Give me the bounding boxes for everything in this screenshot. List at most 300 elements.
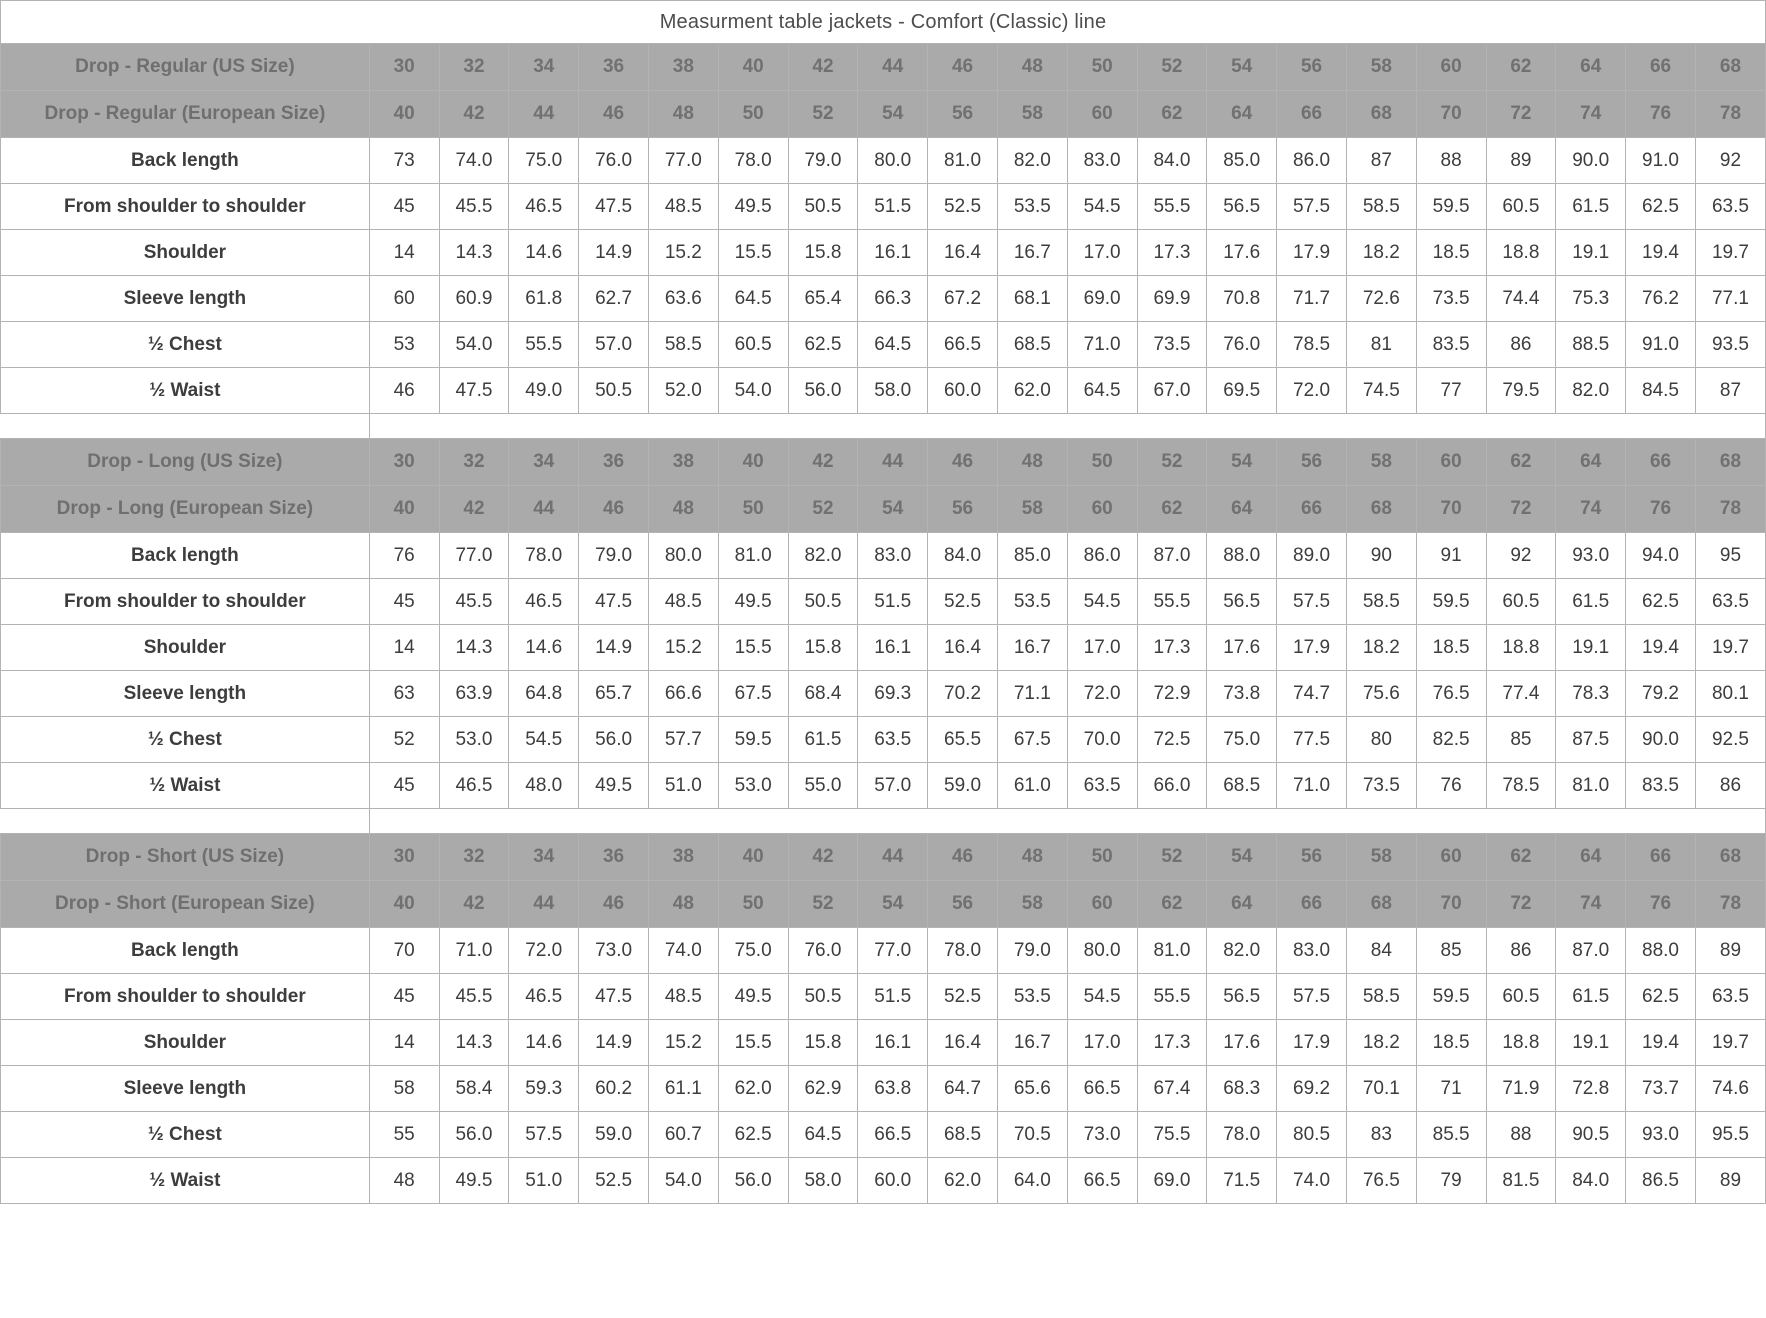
measurement-value: 83.5	[1416, 322, 1486, 368]
measurement-value: 73.7	[1626, 1066, 1696, 1112]
measurement-value: 81	[1346, 322, 1416, 368]
size-us-52: 52	[1137, 439, 1207, 486]
measurement-value: 92.5	[1695, 717, 1765, 763]
header-row-eu-2	[1, 881, 1766, 928]
size-eu-66: 66	[1277, 91, 1347, 138]
measurement-value: 67.4	[1137, 1066, 1207, 1112]
measurement-value: 17.0	[1067, 1020, 1137, 1066]
header-row-eu-1	[1, 486, 1766, 533]
measurement-value: 64.5	[1067, 368, 1137, 414]
measurement-value: 46	[369, 368, 439, 414]
size-us-54: 54	[1207, 834, 1277, 881]
measurement-value: 60	[369, 276, 439, 322]
size-us-44: 44	[858, 439, 928, 486]
measurement-value: 60.0	[858, 1158, 928, 1204]
measurement-value: 19.7	[1695, 625, 1765, 671]
measurement-value: 75.0	[1207, 717, 1277, 763]
measurement-value: 82.0	[1207, 928, 1277, 974]
measurement-value: 18.2	[1346, 1020, 1416, 1066]
measurement-value: 53.0	[718, 763, 788, 809]
measurement-value: 54.0	[439, 322, 509, 368]
size-us-68: 68	[1695, 834, 1765, 881]
measurement-value: 17.3	[1137, 230, 1207, 276]
drop-label-eu: Drop - Long (European Size)	[1, 486, 370, 533]
measurement-value: 58.5	[1346, 184, 1416, 230]
measurement-value: 87.5	[1556, 717, 1626, 763]
measurement-value: 72.0	[1067, 671, 1137, 717]
measurement-value: 60.5	[1486, 184, 1556, 230]
size-us-64: 64	[1556, 44, 1626, 91]
measurement-value: 60.7	[648, 1112, 718, 1158]
measurement-value: 18.8	[1486, 230, 1556, 276]
size-eu-40: 40	[369, 91, 439, 138]
table-row	[1, 763, 1766, 809]
measurement-value: 78.0	[718, 138, 788, 184]
size-us-58: 58	[1346, 439, 1416, 486]
measurement-value: 74.6	[1695, 1066, 1765, 1112]
measurement-value: 92	[1695, 138, 1765, 184]
measurement-value: 73	[369, 138, 439, 184]
measurement-value: 59.5	[1416, 579, 1486, 625]
measurement-value: 61.8	[509, 276, 579, 322]
measurement-value: 79.0	[579, 533, 649, 579]
size-us-38: 38	[648, 439, 718, 486]
measurement-value: 48.5	[648, 974, 718, 1020]
measurement-value: 66.5	[1067, 1158, 1137, 1204]
size-eu-42: 42	[439, 486, 509, 533]
measurement-value: 19.1	[1556, 625, 1626, 671]
measurement-value: 57.7	[648, 717, 718, 763]
measurement-value: 80.0	[1067, 928, 1137, 974]
size-eu-72: 72	[1486, 881, 1556, 928]
drop-label-eu: Drop - Regular (European Size)	[1, 91, 370, 138]
measurement-value: 55.0	[788, 763, 858, 809]
measurement-value: 18.2	[1346, 625, 1416, 671]
table-row	[1, 671, 1766, 717]
size-us-50: 50	[1067, 44, 1137, 91]
measurement-value: 94.0	[1626, 533, 1696, 579]
measurement-value: 19.7	[1695, 1020, 1765, 1066]
measurement-value: 71.1	[997, 671, 1067, 717]
measurement-value: 88	[1486, 1112, 1556, 1158]
measurement-value: 67.0	[1137, 368, 1207, 414]
measurement-value: 58.0	[858, 368, 928, 414]
table-row	[1, 368, 1766, 414]
size-eu-68: 68	[1346, 881, 1416, 928]
size-eu-56: 56	[928, 91, 998, 138]
measurement-value: 16.1	[858, 625, 928, 671]
measurement-value: 85.5	[1416, 1112, 1486, 1158]
measurement-value: 73.0	[1067, 1112, 1137, 1158]
measurement-value: 61.0	[997, 763, 1067, 809]
measurement-value: 17.0	[1067, 230, 1137, 276]
size-eu-60: 60	[1067, 486, 1137, 533]
measurement-value: 62.5	[718, 1112, 788, 1158]
measurement-value: 16.4	[928, 230, 998, 276]
measurement-value: 61.5	[788, 717, 858, 763]
size-eu-62: 62	[1137, 91, 1207, 138]
measurement-value: 19.4	[1626, 1020, 1696, 1066]
measurement-value: 63.9	[439, 671, 509, 717]
measurement-value: 17.3	[1137, 625, 1207, 671]
measurement-value: 54.5	[509, 717, 579, 763]
measurement-value: 79.0	[788, 138, 858, 184]
size-us-32: 32	[439, 44, 509, 91]
measurement-value: 54.5	[1067, 579, 1137, 625]
measurement-value: 64.8	[509, 671, 579, 717]
measurement-value: 70.1	[1346, 1066, 1416, 1112]
size-us-66: 66	[1626, 834, 1696, 881]
measurement-value: 15.2	[648, 625, 718, 671]
measurement-label: ½ Chest	[1, 717, 370, 763]
measurement-value: 48	[369, 1158, 439, 1204]
table-row	[1, 138, 1766, 184]
measurement-value: 83	[1346, 1112, 1416, 1158]
measurement-value: 49.5	[579, 763, 649, 809]
measurement-value: 84.5	[1626, 368, 1696, 414]
measurement-value: 86	[1695, 763, 1765, 809]
size-eu-48: 48	[648, 486, 718, 533]
measurement-value: 45.5	[439, 974, 509, 1020]
size-us-48: 48	[997, 44, 1067, 91]
measurement-value: 62.7	[579, 276, 649, 322]
measurement-value: 77.0	[439, 533, 509, 579]
measurement-label: ½ Chest	[1, 322, 370, 368]
measurement-value: 61.5	[1556, 579, 1626, 625]
measurement-value: 71.0	[439, 928, 509, 974]
measurement-value: 92	[1486, 533, 1556, 579]
size-eu-64: 64	[1207, 881, 1277, 928]
size-eu-44: 44	[509, 486, 579, 533]
measurement-value: 53.5	[997, 184, 1067, 230]
size-eu-60: 60	[1067, 881, 1137, 928]
size-us-62: 62	[1486, 439, 1556, 486]
size-eu-54: 54	[858, 881, 928, 928]
table-row	[1, 1112, 1766, 1158]
measurement-value: 68.5	[997, 322, 1067, 368]
measurement-value: 56.5	[1207, 974, 1277, 1020]
measurement-label: Back length	[1, 138, 370, 184]
measurement-value: 74.0	[1277, 1158, 1347, 1204]
measurement-value: 82.0	[788, 533, 858, 579]
measurement-value: 68.3	[1207, 1066, 1277, 1112]
size-eu-68: 68	[1346, 486, 1416, 533]
size-us-68: 68	[1695, 439, 1765, 486]
measurement-value: 62.5	[1626, 579, 1696, 625]
size-eu-66: 66	[1277, 881, 1347, 928]
measurement-value: 76.5	[1346, 1158, 1416, 1204]
size-us-54: 54	[1207, 44, 1277, 91]
size-us-34: 34	[509, 439, 579, 486]
size-eu-40: 40	[369, 486, 439, 533]
measurement-value: 80.0	[648, 533, 718, 579]
size-us-36: 36	[579, 44, 649, 91]
measurement-value: 79.5	[1486, 368, 1556, 414]
measurement-value: 69.0	[1137, 1158, 1207, 1204]
measurement-value: 45	[369, 579, 439, 625]
measurement-value: 57.0	[858, 763, 928, 809]
measurement-value: 14	[369, 230, 439, 276]
measurement-value: 16.4	[928, 1020, 998, 1066]
measurement-value: 18.5	[1416, 625, 1486, 671]
measurement-value: 86.5	[1626, 1158, 1696, 1204]
measurement-value: 66.5	[928, 322, 998, 368]
measurement-label: Sleeve length	[1, 671, 370, 717]
size-us-50: 50	[1067, 834, 1137, 881]
measurement-value: 88	[1416, 138, 1486, 184]
size-eu-56: 56	[928, 486, 998, 533]
size-us-54: 54	[1207, 439, 1277, 486]
size-eu-72: 72	[1486, 91, 1556, 138]
measurement-value: 85.0	[997, 533, 1067, 579]
measurement-label: Back length	[1, 533, 370, 579]
measurement-value: 88.0	[1207, 533, 1277, 579]
size-eu-76: 76	[1626, 486, 1696, 533]
measurement-value: 15.8	[788, 1020, 858, 1066]
measurement-value: 62.0	[928, 1158, 998, 1204]
size-eu-74: 74	[1556, 486, 1626, 533]
measurement-value: 16.1	[858, 230, 928, 276]
measurement-value: 63.5	[1695, 579, 1765, 625]
measurement-value: 68.4	[788, 671, 858, 717]
size-us-38: 38	[648, 44, 718, 91]
measurement-value: 89	[1486, 138, 1556, 184]
spacer-cell	[1, 414, 370, 439]
size-eu-58: 58	[997, 91, 1067, 138]
size-us-48: 48	[997, 439, 1067, 486]
measurement-value: 60.5	[718, 322, 788, 368]
size-eu-50: 50	[718, 91, 788, 138]
drop-label-us: Drop - Short (US Size)	[1, 834, 370, 881]
measurement-value: 69.2	[1277, 1066, 1347, 1112]
size-eu-40: 40	[369, 881, 439, 928]
measurement-value: 57.5	[1277, 974, 1347, 1020]
measurement-value: 14.9	[579, 625, 649, 671]
measurement-value: 61.5	[1556, 184, 1626, 230]
size-us-60: 60	[1416, 834, 1486, 881]
measurement-value: 91.0	[1626, 322, 1696, 368]
size-us-38: 38	[648, 834, 718, 881]
measurement-value: 63.5	[1067, 763, 1137, 809]
size-eu-66: 66	[1277, 486, 1347, 533]
measurement-value: 55.5	[1137, 974, 1207, 1020]
measurement-label: From shoulder to shoulder	[1, 974, 370, 1020]
measurement-value: 48.5	[648, 579, 718, 625]
measurement-value: 75.0	[718, 928, 788, 974]
measurement-value: 76.0	[788, 928, 858, 974]
measurement-value: 62.5	[788, 322, 858, 368]
header-row-us-2	[1, 834, 1766, 881]
size-us-30: 30	[369, 834, 439, 881]
measurement-value: 18.5	[1416, 1020, 1486, 1066]
measurement-value: 67.2	[928, 276, 998, 322]
size-us-44: 44	[858, 44, 928, 91]
measurement-value: 51.5	[858, 184, 928, 230]
measurement-value: 15.5	[718, 1020, 788, 1066]
measurement-value: 19.1	[1556, 230, 1626, 276]
measurement-value: 18.8	[1486, 1020, 1556, 1066]
size-eu-46: 46	[579, 486, 649, 533]
measurement-value: 60.9	[439, 276, 509, 322]
measurement-value: 80.1	[1695, 671, 1765, 717]
measurement-value: 17.9	[1277, 230, 1347, 276]
size-eu-78: 78	[1695, 486, 1765, 533]
measurement-value: 74.0	[439, 138, 509, 184]
measurement-value: 81.5	[1486, 1158, 1556, 1204]
measurement-value: 59.3	[509, 1066, 579, 1112]
measurement-value: 90.0	[1556, 138, 1626, 184]
size-eu-46: 46	[579, 91, 649, 138]
measurement-value: 71	[1416, 1066, 1486, 1112]
measurement-value: 52.5	[928, 974, 998, 1020]
measurement-value: 45	[369, 184, 439, 230]
measurement-value: 85	[1486, 717, 1556, 763]
table-row	[1, 1020, 1766, 1066]
measurement-value: 66.5	[1067, 1066, 1137, 1112]
measurement-value: 67.5	[718, 671, 788, 717]
table-row	[1, 579, 1766, 625]
measurement-value: 72.9	[1137, 671, 1207, 717]
measurement-label: ½ Waist	[1, 763, 370, 809]
measurement-value: 64.5	[718, 276, 788, 322]
header-row-eu-0	[1, 91, 1766, 138]
measurement-value: 70.2	[928, 671, 998, 717]
measurement-value: 17.6	[1207, 1020, 1277, 1066]
measurement-value: 57.5	[509, 1112, 579, 1158]
measurement-value: 81.0	[928, 138, 998, 184]
measurement-value: 68.5	[928, 1112, 998, 1158]
measurement-value: 69.0	[1067, 276, 1137, 322]
measurement-value: 58.5	[1346, 974, 1416, 1020]
size-eu-70: 70	[1416, 91, 1486, 138]
measurement-value: 19.4	[1626, 230, 1696, 276]
table-row	[1, 276, 1766, 322]
measurement-value: 81.0	[718, 533, 788, 579]
measurement-value: 78.0	[928, 928, 998, 974]
size-us-46: 46	[928, 834, 998, 881]
table-row	[1, 625, 1766, 671]
size-eu-74: 74	[1556, 881, 1626, 928]
measurement-value: 66.5	[858, 1112, 928, 1158]
measurement-value: 47.5	[579, 974, 649, 1020]
measurement-value: 60.0	[928, 368, 998, 414]
measurement-value: 80	[1346, 717, 1416, 763]
measurement-value: 84	[1346, 928, 1416, 974]
size-eu-52: 52	[788, 91, 858, 138]
measurement-value: 14.3	[439, 625, 509, 671]
measurement-value: 56.5	[1207, 579, 1277, 625]
measurement-value: 62.5	[1626, 974, 1696, 1020]
measurement-value: 75.5	[1137, 1112, 1207, 1158]
size-us-36: 36	[579, 834, 649, 881]
measurement-value: 85	[1416, 928, 1486, 974]
measurement-value: 93.5	[1695, 322, 1765, 368]
size-us-40: 40	[718, 439, 788, 486]
measurement-value: 15.5	[718, 230, 788, 276]
size-us-44: 44	[858, 834, 928, 881]
measurement-value: 91	[1416, 533, 1486, 579]
measurement-value: 59.5	[1416, 974, 1486, 1020]
size-eu-48: 48	[648, 91, 718, 138]
measurement-value: 46.5	[509, 579, 579, 625]
table-row	[1, 1158, 1766, 1204]
measurement-value: 17.6	[1207, 230, 1277, 276]
measurement-value: 51.5	[858, 579, 928, 625]
measurement-value: 57.5	[1277, 184, 1347, 230]
measurement-value: 86.0	[1277, 138, 1347, 184]
size-eu-62: 62	[1137, 486, 1207, 533]
measurement-value: 56.0	[579, 717, 649, 763]
measurement-value: 16.1	[858, 1020, 928, 1066]
measurement-value: 17.9	[1277, 625, 1347, 671]
measurement-value: 76	[369, 533, 439, 579]
measurement-value: 81.0	[1137, 928, 1207, 974]
measurement-value: 77.0	[858, 928, 928, 974]
size-us-42: 42	[788, 44, 858, 91]
size-us-42: 42	[788, 834, 858, 881]
measurement-value: 75.0	[509, 138, 579, 184]
measurement-value: 73.5	[1137, 322, 1207, 368]
measurement-value: 78.3	[1556, 671, 1626, 717]
measurement-value: 53	[369, 322, 439, 368]
measurement-label: Back length	[1, 928, 370, 974]
measurement-value: 82.5	[1416, 717, 1486, 763]
measurement-value: 17.9	[1277, 1020, 1347, 1066]
measurement-value: 71.5	[1207, 1158, 1277, 1204]
measurement-value: 49.5	[718, 974, 788, 1020]
measurement-value: 14.3	[439, 1020, 509, 1066]
size-eu-44: 44	[509, 91, 579, 138]
measurement-value: 93.0	[1556, 533, 1626, 579]
measurement-value: 76.5	[1416, 671, 1486, 717]
size-us-62: 62	[1486, 834, 1556, 881]
size-us-40: 40	[718, 44, 788, 91]
measurement-value: 74.4	[1486, 276, 1556, 322]
measurement-value: 59.5	[1416, 184, 1486, 230]
measurement-value: 49.5	[439, 1158, 509, 1204]
table-row	[1, 1066, 1766, 1112]
size-us-48: 48	[997, 834, 1067, 881]
measurement-value: 84.0	[1137, 138, 1207, 184]
size-us-68: 68	[1695, 44, 1765, 91]
measurement-value: 69.9	[1137, 276, 1207, 322]
measurement-value: 74.0	[648, 928, 718, 974]
measurement-label: ½ Waist	[1, 1158, 370, 1204]
measurement-value: 16.7	[997, 625, 1067, 671]
measurement-value: 78.0	[1207, 1112, 1277, 1158]
measurement-label: Sleeve length	[1, 1066, 370, 1112]
measurement-value: 54.5	[1067, 184, 1137, 230]
measurement-value: 14.3	[439, 230, 509, 276]
measurement-value: 64.7	[928, 1066, 998, 1112]
measurement-value: 69.3	[858, 671, 928, 717]
measurement-value: 82.0	[1556, 368, 1626, 414]
size-us-50: 50	[1067, 439, 1137, 486]
table-row	[1, 533, 1766, 579]
measurement-value: 52.5	[579, 1158, 649, 1204]
measurement-value: 55	[369, 1112, 439, 1158]
measurement-value: 71.0	[1067, 322, 1137, 368]
measurement-value: 47.5	[439, 368, 509, 414]
table-row	[1, 928, 1766, 974]
measurement-value: 56.0	[788, 368, 858, 414]
size-eu-64: 64	[1207, 486, 1277, 533]
measurement-value: 83.0	[1277, 928, 1347, 974]
measurement-value: 90	[1346, 533, 1416, 579]
measurement-value: 14.6	[509, 230, 579, 276]
measurement-value: 63.8	[858, 1066, 928, 1112]
measurement-label: Shoulder	[1, 625, 370, 671]
